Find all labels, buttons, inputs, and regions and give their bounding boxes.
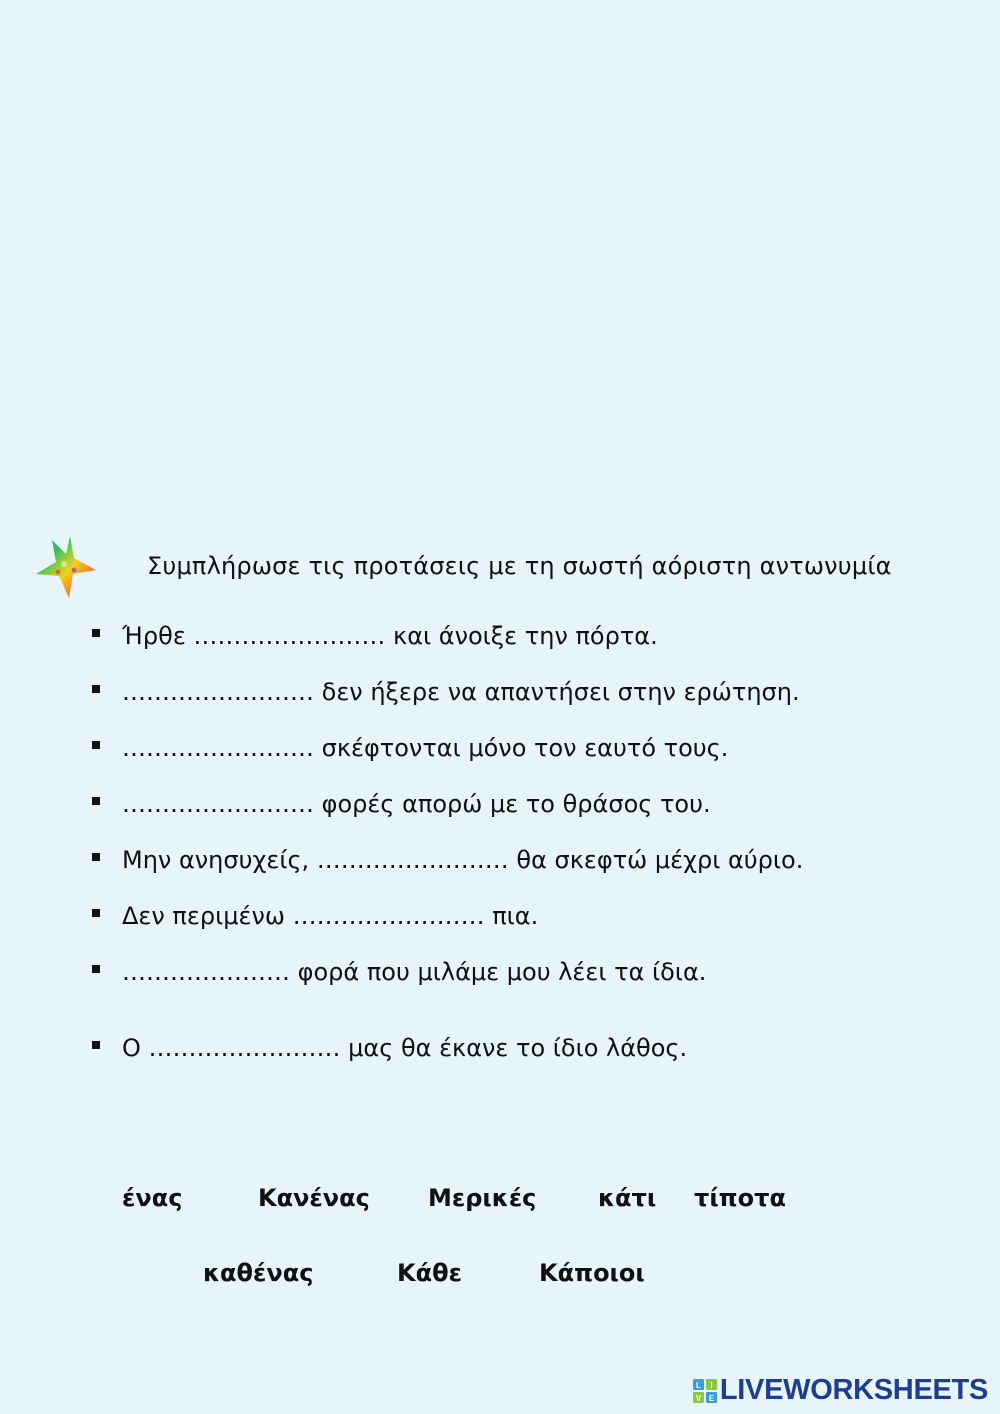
word-bank-item: ένας bbox=[122, 1184, 183, 1212]
sentence-item bbox=[92, 678, 912, 706]
liveworksheets-logo bbox=[693, 1374, 988, 1407]
sentence-text: Ο …………………… μας θα έκανε το ίδιο λάθος. bbox=[122, 1034, 688, 1062]
sentence-text: Δεν περιμένω …………………… πια. bbox=[122, 902, 539, 930]
bullet-square-icon bbox=[92, 629, 100, 637]
liveworksheets-logo-icon bbox=[693, 1379, 717, 1403]
sentence-text: Μην ανησυχείς, …………………… θα σκεφτώ μέχρι αύριο. bbox=[122, 846, 804, 874]
sentence-text: …………………… δεν ήξερε να απαντήσει στην ερώτηση. bbox=[122, 678, 800, 706]
logo-letter: I bbox=[710, 1380, 713, 1390]
sentence-item bbox=[92, 1034, 912, 1062]
bullet-square-icon bbox=[92, 965, 100, 973]
logo-letter: E bbox=[708, 1393, 715, 1403]
word-bank-item: Κανένας bbox=[258, 1184, 370, 1212]
sentence-text: Ήρθε …………………… και άνοιξε την πόρτα. bbox=[122, 622, 658, 650]
bullet-square-icon bbox=[92, 853, 100, 861]
sentence-item bbox=[92, 790, 912, 818]
sentence-text: …………………… φορές απορώ με το θράσος του. bbox=[122, 790, 711, 818]
logo-letter: V bbox=[695, 1393, 702, 1403]
bullet-square-icon bbox=[92, 797, 100, 805]
sentence-item bbox=[92, 622, 912, 650]
bullet-square-icon bbox=[92, 685, 100, 693]
logo-letter: L bbox=[695, 1380, 701, 1390]
word-bank-item: τίποτα bbox=[694, 1184, 786, 1212]
instruction-text: Συμπλήρωσε τις προτάσεις με τη σωστή αόριστη αντωνυμία bbox=[147, 552, 892, 580]
bullet-square-icon bbox=[92, 909, 100, 917]
sentence-item bbox=[92, 958, 912, 986]
word-bank-item: κάτι bbox=[598, 1184, 657, 1212]
word-bank-item: Μερικές bbox=[428, 1184, 537, 1212]
sentence-text: ………………… φορά που μιλάμε μου λέει τα ίδια. bbox=[122, 958, 707, 986]
sentence-item bbox=[92, 902, 912, 930]
sentence-item bbox=[92, 734, 912, 762]
sentence-item bbox=[92, 846, 912, 874]
logo-text: LIVEWORKSHEETS bbox=[719, 1374, 988, 1406]
word-bank-item: Κάθε bbox=[397, 1259, 462, 1287]
word-bank-item: Κάποιοι bbox=[539, 1259, 645, 1287]
rainbow-star-icon bbox=[34, 534, 100, 600]
word-bank-item: καθένας bbox=[203, 1259, 314, 1287]
sentence-text: …………………… σκέφτονται μόνο τον εαυτό τους. bbox=[122, 734, 729, 762]
bullet-square-icon bbox=[92, 741, 100, 749]
bullet-square-icon bbox=[92, 1041, 100, 1049]
